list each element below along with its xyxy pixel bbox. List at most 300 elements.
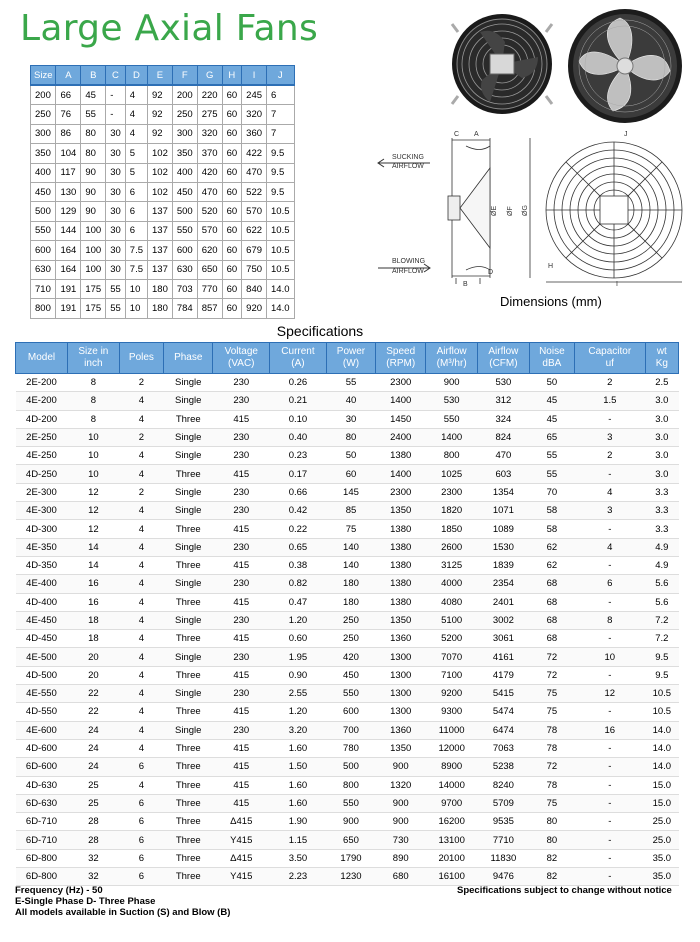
specifications-cell: 2300 [426,483,478,501]
dimensions-cell: 104 [56,144,81,163]
specifications-cell: - [574,794,645,812]
dimensions-cell: 300 [172,124,197,143]
dimensions-cell: 60 [222,182,242,201]
dimensions-row [31,260,295,279]
specifications-cell: 7100 [426,666,478,684]
specifications-cell: 5709 [478,794,530,812]
specifications-cell: 2 [119,428,163,446]
dimensions-cell: 55 [106,299,126,318]
dimensions-cell: 80 [81,124,106,143]
specifications-cell: 3061 [478,630,530,648]
dimensions-cell: 102 [148,163,173,182]
header-line-2: (RPM) [386,358,416,369]
specifications-cell: 450 [326,666,375,684]
specifications-cell: 13100 [426,831,478,849]
dimensions-cell: 60 [222,163,242,182]
dimensions-cell: 92 [148,124,173,143]
specifications-row [16,447,679,465]
specifications-cell: 82 [529,849,574,867]
specifications-cell: 1380 [376,538,426,556]
disclaimer: Specifications subject to change without notice [457,885,672,896]
dimensions-row [31,241,295,260]
specifications-cell: Three [164,630,213,648]
specifications-cell: 0.40 [270,428,327,446]
specifications-cell: 1350 [376,611,426,629]
specifications-cell: 0.66 [270,483,327,501]
specifications-cell: 14.0 [645,758,678,776]
dimensions-cell: 200 [172,85,197,105]
specifications-cell: 16200 [426,813,478,831]
specifications-cell: 20 [67,648,119,666]
specifications-cell: 62 [529,556,574,574]
dimensions-cell: 14.0 [267,299,295,318]
specifications-cell: Single [164,721,213,739]
dimensions-cell: 60 [222,299,242,318]
specifications-cell: 2.5 [645,374,678,392]
specifications-cell: Three [164,849,213,867]
dimensions-cell: 144 [56,221,81,240]
dimensions-row [31,182,295,201]
dimensions-cell: 55 [81,105,106,124]
dimensions-cell: 10.5 [267,260,295,279]
specifications-cell: Single [164,538,213,556]
specifications-cell: 4 [574,538,645,556]
dimensions-header-cell: J [267,66,295,86]
specifications-cell: 6 [574,575,645,593]
specifications-cell: 4E-300 [16,502,68,520]
specifications-cell: 6474 [478,721,530,739]
specifications-cell: 1790 [326,849,375,867]
specifications-cell: 8240 [478,776,530,794]
specifications-cell: 550 [326,685,375,703]
specifications-cell: 6 [119,868,163,886]
specifications-cell: 5100 [426,611,478,629]
specifications-cell: 25.0 [645,813,678,831]
specifications-cell: 1.90 [270,813,327,831]
specifications-cell: - [574,465,645,483]
dimensions-cell: 30 [106,163,126,182]
specifications-cell: 4D-200 [16,410,68,428]
specifications-cell: 415 [213,794,270,812]
specifications-cell: 4.9 [645,556,678,574]
specifications-cell: 4E-250 [16,447,68,465]
dimensions-cell: 100 [81,260,106,279]
specifications-cell: 62 [529,538,574,556]
specifications-cell: 3002 [478,611,530,629]
specifications-cell: 75 [529,794,574,812]
dimensions-cell: 191 [56,279,81,298]
specifications-cell: 4D-500 [16,666,68,684]
specifications-cell: 7.2 [645,630,678,648]
specifications-cell: 58 [529,502,574,520]
fan-photo-grille [450,12,555,117]
specifications-cell: 24 [67,739,119,757]
specifications-cell: 22 [67,685,119,703]
specifications-cell: 415 [213,410,270,428]
dimensions-cell: 4 [125,124,147,143]
specifications-cell: 4E-400 [16,575,68,593]
specifications-cell: 415 [213,630,270,648]
diagram-label-h: H [548,263,554,270]
specifications-cell: 415 [213,776,270,794]
specifications-cell: 1380 [376,575,426,593]
diagram-label-d: D [488,269,494,276]
specifications-row [16,868,679,886]
specifications-cell: 3.0 [645,465,678,483]
specifications-cell: 16 [67,593,119,611]
specifications-cell: 4E-600 [16,721,68,739]
dimensions-header-cell: E [148,66,173,86]
specifications-cell: 14 [67,556,119,574]
dimensions-row [31,202,295,221]
specifications-cell: 12 [67,502,119,520]
dimensions-cell: 30 [106,221,126,240]
specifications-cell: 4 [119,520,163,538]
specifications-cell: 1300 [376,703,426,721]
dimensions-cell: 9.5 [267,163,295,182]
dimensions-cell: 550 [172,221,197,240]
specifications-cell: 230 [213,502,270,520]
specifications-cell: Three [164,410,213,428]
specifications-cell: 3.3 [645,502,678,520]
specifications-header-cell [213,343,270,374]
specifications-cell: 900 [376,758,426,776]
dimensions-cell: 570 [242,202,267,221]
specifications-row [16,648,679,666]
specifications-cell: 10 [67,428,119,446]
page-title: Large Axial Fans [20,8,319,49]
specifications-cell: 4 [119,593,163,611]
header-line-2: (CFM) [489,358,518,369]
specifications-cell: 20100 [426,849,478,867]
dimensions-cell: 920 [242,299,267,318]
specifications-cell: 1.60 [270,776,327,794]
specifications-cell: Y415 [213,868,270,886]
dimensions-header-cell: B [81,66,106,86]
dimensions-cell: 400 [172,163,197,182]
specifications-header-row [16,343,679,374]
dimensions-cell: 245 [242,85,267,105]
specifications-cell: Single [164,447,213,465]
specifications-cell: 25.0 [645,831,678,849]
specifications-cell: 85 [326,502,375,520]
specifications-cell: 68 [529,630,574,648]
specifications-cell: 4179 [478,666,530,684]
specifications-cell: 10.5 [645,685,678,703]
specifications-cell: 415 [213,520,270,538]
dimensions-cell: 137 [148,202,173,221]
specifications-cell: 230 [213,392,270,410]
dimensions-cell: 5 [125,144,147,163]
specifications-cell: Three [164,556,213,574]
specifications-row [16,428,679,446]
specifications-row [16,703,679,721]
dimensions-cell: 400 [31,163,56,182]
specifications-cell: Single [164,374,213,392]
specifications-cell: 3.3 [645,520,678,538]
specifications-cell: 9.5 [645,666,678,684]
specifications-cell: 1350 [376,502,426,520]
specifications-cell: 35.0 [645,868,678,886]
dimensions-header-cell: Size [31,66,56,86]
specifications-cell: 6 [119,758,163,776]
specifications-cell: Three [164,593,213,611]
specifications-cell: 1400 [376,465,426,483]
specifications-row [16,575,679,593]
specifications-cell: 250 [326,611,375,629]
dimensions-cell: 370 [197,144,222,163]
dimensions-cell: 360 [242,124,267,143]
specifications-cell: 180 [326,575,375,593]
specifications-cell: 1450 [376,410,426,428]
specifications-cell: 1380 [376,520,426,538]
dimensions-cell: 90 [81,163,106,182]
specifications-cell: 11830 [478,849,530,867]
specifications-cell: 0.38 [270,556,327,574]
specifications-cell: 6 [119,794,163,812]
specifications-cell: 80 [529,831,574,849]
specifications-cell: 230 [213,374,270,392]
specifications-cell: 4 [119,447,163,465]
specifications-cell: 2400 [376,428,426,446]
specifications-cell: 5.6 [645,575,678,593]
header-line-1: Phase [174,352,203,363]
dimensions-cell: 250 [31,105,56,124]
dimensions-cell: 450 [172,182,197,201]
specifications-cell: 72 [529,648,574,666]
dimensions-header-row [31,66,295,86]
specifications-cell: 312 [478,392,530,410]
dimensions-cell: 164 [56,260,81,279]
specifications-cell: 1350 [376,739,426,757]
specifications-header-cell [478,343,530,374]
specifications-cell: 9.5 [645,648,678,666]
dimensions-row [31,163,295,182]
specifications-cell: 4 [119,666,163,684]
specifications-cell: 25 [67,776,119,794]
specifications-cell: 4D-250 [16,465,68,483]
specifications-cell: 4D-300 [16,520,68,538]
specifications-cell: 4D-600 [16,739,68,757]
specifications-cell: 680 [376,868,426,886]
dimensions-cell: 600 [31,241,56,260]
specifications-row [16,831,679,849]
dimensions-cell: 164 [56,241,81,260]
header-line-1: Airflow [488,346,519,357]
specifications-cell: 2E-250 [16,428,68,446]
dimensions-cell: 4 [125,105,147,124]
header-line-2: uf [605,358,614,369]
specifications-cell: 72 [529,666,574,684]
specifications-cell: 5238 [478,758,530,776]
dimensions-cell: 6 [125,182,147,201]
dimensions-cell: 137 [148,260,173,279]
dimensions-cell: 10 [125,279,147,298]
dimensions-cell: 45 [81,85,106,105]
dimensions-cell: 630 [172,260,197,279]
specifications-cell: 50 [529,374,574,392]
dimensions-cell: 14.0 [267,279,295,298]
dimensions-row [31,221,295,240]
specifications-cell: - [574,849,645,867]
specifications-cell: 4D-550 [16,703,68,721]
dimensions-cell: 60 [222,124,242,143]
dimensions-cell: 60 [222,241,242,260]
specifications-cell: 230 [213,611,270,629]
dimensions-cell: 7.5 [125,260,147,279]
specifications-cell: 65 [529,428,574,446]
header-line-2: (W) [342,358,360,369]
dimensions-cell: 80 [81,144,106,163]
specifications-cell: 12 [574,685,645,703]
specifications-cell: 50 [326,447,375,465]
specifications-cell: 1380 [376,593,426,611]
specifications-cell: 900 [426,374,478,392]
specifications-header-cell [16,343,68,374]
specifications-cell: 4 [119,739,163,757]
specifications-cell: 14.0 [645,739,678,757]
specifications-cell: 10 [574,648,645,666]
specifications-cell: 4080 [426,593,478,611]
specifications-cell: 824 [478,428,530,446]
specifications-header-cell [67,343,119,374]
specifications-cell: 3.0 [645,392,678,410]
dimensions-cell: 30 [106,144,126,163]
specifications-cell: Three [164,794,213,812]
specifications-cell: Three [164,739,213,757]
specifications-cell: 1400 [376,392,426,410]
specifications-cell: 1.95 [270,648,327,666]
specifications-cell: 140 [326,538,375,556]
dimensions-row [31,299,295,318]
specifications-cell: 1354 [478,483,530,501]
header-line-2: (VAC) [228,358,255,369]
specifications-cell: 45 [529,392,574,410]
dimensions-cell: 10 [125,299,147,318]
specifications-cell: 420 [326,648,375,666]
specifications-cell: 1360 [376,630,426,648]
dimensions-cell: 500 [172,202,197,221]
specifications-cell: 55 [326,374,375,392]
specifications-cell: 550 [426,410,478,428]
dimensions-header-cell: C [106,66,126,86]
diagram-label-b: B [463,281,468,288]
dimensions-cell: 30 [106,241,126,260]
specifications-cell: 3.0 [645,447,678,465]
specifications-row [16,374,679,392]
specifications-cell: - [574,593,645,611]
specifications-cell: 12000 [426,739,478,757]
dimensions-row [31,85,295,105]
specifications-cell: 0.10 [270,410,327,428]
specifications-cell: 55 [529,465,574,483]
dimensions-cell: 10.5 [267,202,295,221]
footnotes [15,885,230,918]
specifications-row [16,392,679,410]
dimensions-cell: 470 [242,163,267,182]
specifications-cell: 550 [326,794,375,812]
specifications-cell: 40 [326,392,375,410]
specifications-cell: 2300 [376,483,426,501]
specifications-cell: 900 [326,813,375,831]
specifications-cell: 3125 [426,556,478,574]
specifications-cell: Three [164,703,213,721]
specifications-cell: 16100 [426,868,478,886]
specifications-cell: 16 [67,575,119,593]
specifications-cell: 78 [529,721,574,739]
dimensions-cell: 220 [197,85,222,105]
specifications-row [16,794,679,812]
specifications-cell: 1.60 [270,794,327,812]
specifications-cell: 1380 [376,556,426,574]
specifications-row [16,520,679,538]
dimensions-cell: 620 [197,241,222,260]
dimensions-cell: 30 [106,182,126,201]
specifications-cell: 78 [529,739,574,757]
specifications-cell: 7.2 [645,611,678,629]
dimensions-cell: 180 [148,279,173,298]
diagram-label-sucking-airflow: AIRFLOW [392,163,424,170]
dimensions-cell: 60 [222,144,242,163]
specifications-cell: Δ415 [213,849,270,867]
specifications-cell: 82 [529,868,574,886]
specifications-cell: 28 [67,831,119,849]
dimensions-cell: 100 [81,241,106,260]
specifications-cell: 9300 [426,703,478,721]
specifications-cell: 4D-450 [16,630,68,648]
dimensions-header-cell: G [197,66,222,86]
specifications-cell: - [574,831,645,849]
specifications-row [16,758,679,776]
dimensions-cell: 180 [148,299,173,318]
specifications-cell: - [574,739,645,757]
dimensions-cell: 470 [197,182,222,201]
specifications-body [16,374,679,886]
specifications-cell: 60 [326,465,375,483]
diagram-label-i: I [616,281,618,288]
specifications-cell: 415 [213,593,270,611]
dimensions-header-cell: H [222,66,242,86]
specifications-cell: 4 [119,648,163,666]
specifications-row [16,465,679,483]
specifications-cell: 415 [213,465,270,483]
header-line-1: wt [656,346,667,357]
specifications-cell: 3.20 [270,721,327,739]
header-line-1: Model [27,352,56,363]
specifications-cell: 4E-450 [16,611,68,629]
dimensions-row [31,105,295,124]
diagram-label-blowing: BLOWING [392,258,426,265]
specifications-cell: 12 [67,520,119,538]
header-line-1: Speed [386,346,416,357]
dimensions-cell: 320 [197,124,222,143]
specifications-cell: 75 [529,685,574,703]
specifications-cell: 230 [213,428,270,446]
specifications-cell: 800 [426,447,478,465]
specifications-cell: 28 [67,813,119,831]
specifications-cell: 5415 [478,685,530,703]
specifications-cell: 9700 [426,794,478,812]
header-line-2: inch [84,358,103,369]
dimensions-table [30,65,295,319]
specifications-cell: 8 [67,410,119,428]
dimensions-cell: 137 [148,241,173,260]
specifications-cell: 900 [376,794,426,812]
specifications-cell: 9535 [478,813,530,831]
specifications-cell: 3 [574,502,645,520]
specifications-cell: 6 [119,849,163,867]
specifications-cell: Three [164,758,213,776]
